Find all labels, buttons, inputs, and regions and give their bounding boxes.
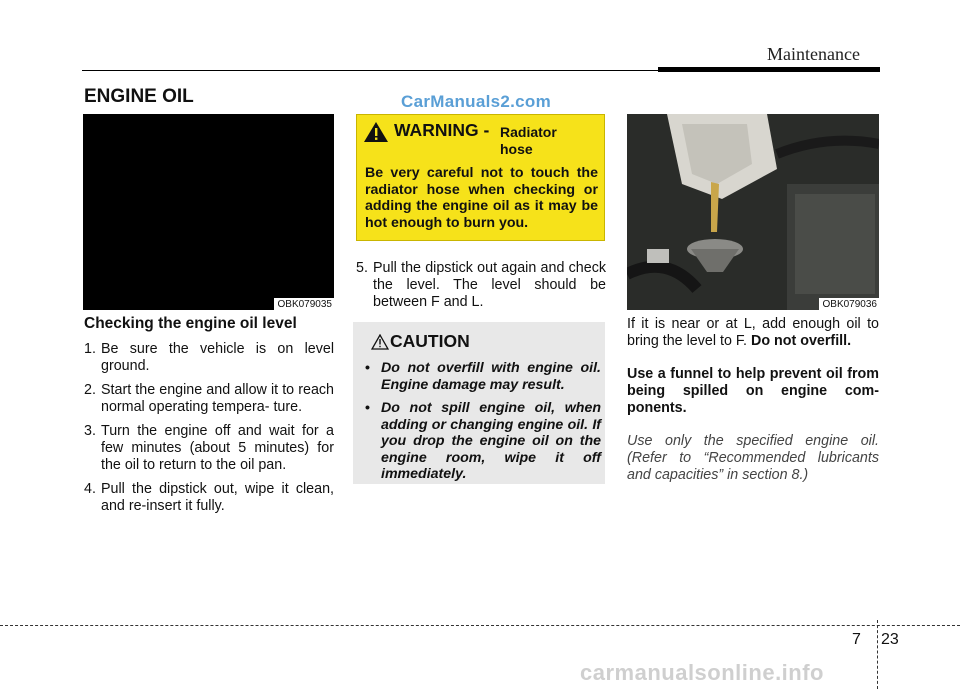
step-text: Turn the engine off and wait for a few minutes (about 5 minutes) for the oil to return to the oil pan. — [101, 423, 334, 473]
header-rule-thin — [82, 70, 660, 71]
warning-topic: Radiator hose — [500, 124, 557, 157]
dipstick-photo — [83, 114, 334, 310]
add-oil-emphasis: Do not overfill. — [751, 333, 852, 349]
steps-list — [84, 341, 334, 522]
list-item — [363, 360, 601, 393]
photo-code: OBK079036 — [819, 298, 880, 310]
footer-divider — [877, 620, 879, 689]
spec-note: Use only the specified engine oil. (Refer to “Recommended lubricants and capacities” in section 8.) — [627, 433, 879, 483]
step-number: 5. — [356, 260, 368, 276]
caution-box — [353, 322, 605, 484]
page-title: ENGINE OIL — [84, 86, 194, 107]
step-text: Start the engine and allow it to reach normal operating tempera- ture. — [101, 382, 334, 415]
right-text-block — [627, 316, 879, 500]
step-text: Be sure the vehicle is on level ground. — [101, 341, 334, 374]
list-item — [84, 341, 334, 375]
oil-filling-photo — [627, 114, 879, 310]
funnel-tip: Use a funnel to help prevent oil from being spilled on engine com- ponents. — [627, 366, 879, 416]
step-number: 2. — [84, 382, 96, 398]
step-number: 4. — [84, 481, 96, 497]
page-number: 23 — [881, 631, 899, 648]
header-rule-thick — [658, 67, 880, 72]
footer-rule — [0, 625, 960, 626]
caution-label: CAUTION — [390, 331, 470, 351]
warning-triangle-icon — [363, 121, 389, 143]
warning-box — [356, 114, 605, 241]
step-number: 1. — [84, 341, 96, 357]
step-text: Pull the dipstick out, wipe it clean, and re-insert it fully. — [101, 481, 334, 514]
list-item — [356, 260, 606, 311]
caution-list — [363, 360, 601, 490]
chapter-number: 7 — [852, 631, 861, 648]
add-oil-text: If it is near or at L, add enough oil to bring the level to F. — [627, 316, 879, 349]
footer-site-watermark[interactable]: carmanualsonline.info — [580, 660, 824, 685]
section-header: Maintenance — [767, 44, 860, 64]
bullet-icon: • — [365, 400, 370, 416]
caution-triangle-icon — [371, 334, 389, 350]
list-item — [363, 400, 601, 483]
list-item — [84, 382, 334, 416]
watermark-link[interactable]: CarManuals2.com — [401, 92, 551, 111]
caution-text: Do not overfill with engine oil. Engine damage may result. — [381, 360, 601, 393]
list-item — [84, 481, 334, 515]
engine-bay-illustration — [627, 114, 879, 310]
section-subheading: Checking the engine oil level — [84, 315, 297, 332]
warning-text: Be very careful not to touch the radiator hose when checking or adding the engine oil as it may be hot enough to burn you. — [365, 165, 598, 231]
warning-label: WARNING - — [394, 120, 490, 140]
step-number: 3. — [84, 423, 96, 439]
photo-code: OBK079035 — [274, 298, 335, 310]
step-text: Pull the dipstick out again and check the level. The level should be between F and L. — [373, 260, 606, 310]
add-oil-paragraph — [627, 316, 879, 350]
bullet-icon: • — [365, 360, 370, 376]
caution-text: Do not spill engine oil, when adding or changing engine oil. If you drop the engine oil on the engine room, wipe it off immediately. — [381, 400, 601, 482]
list-item — [84, 423, 334, 474]
